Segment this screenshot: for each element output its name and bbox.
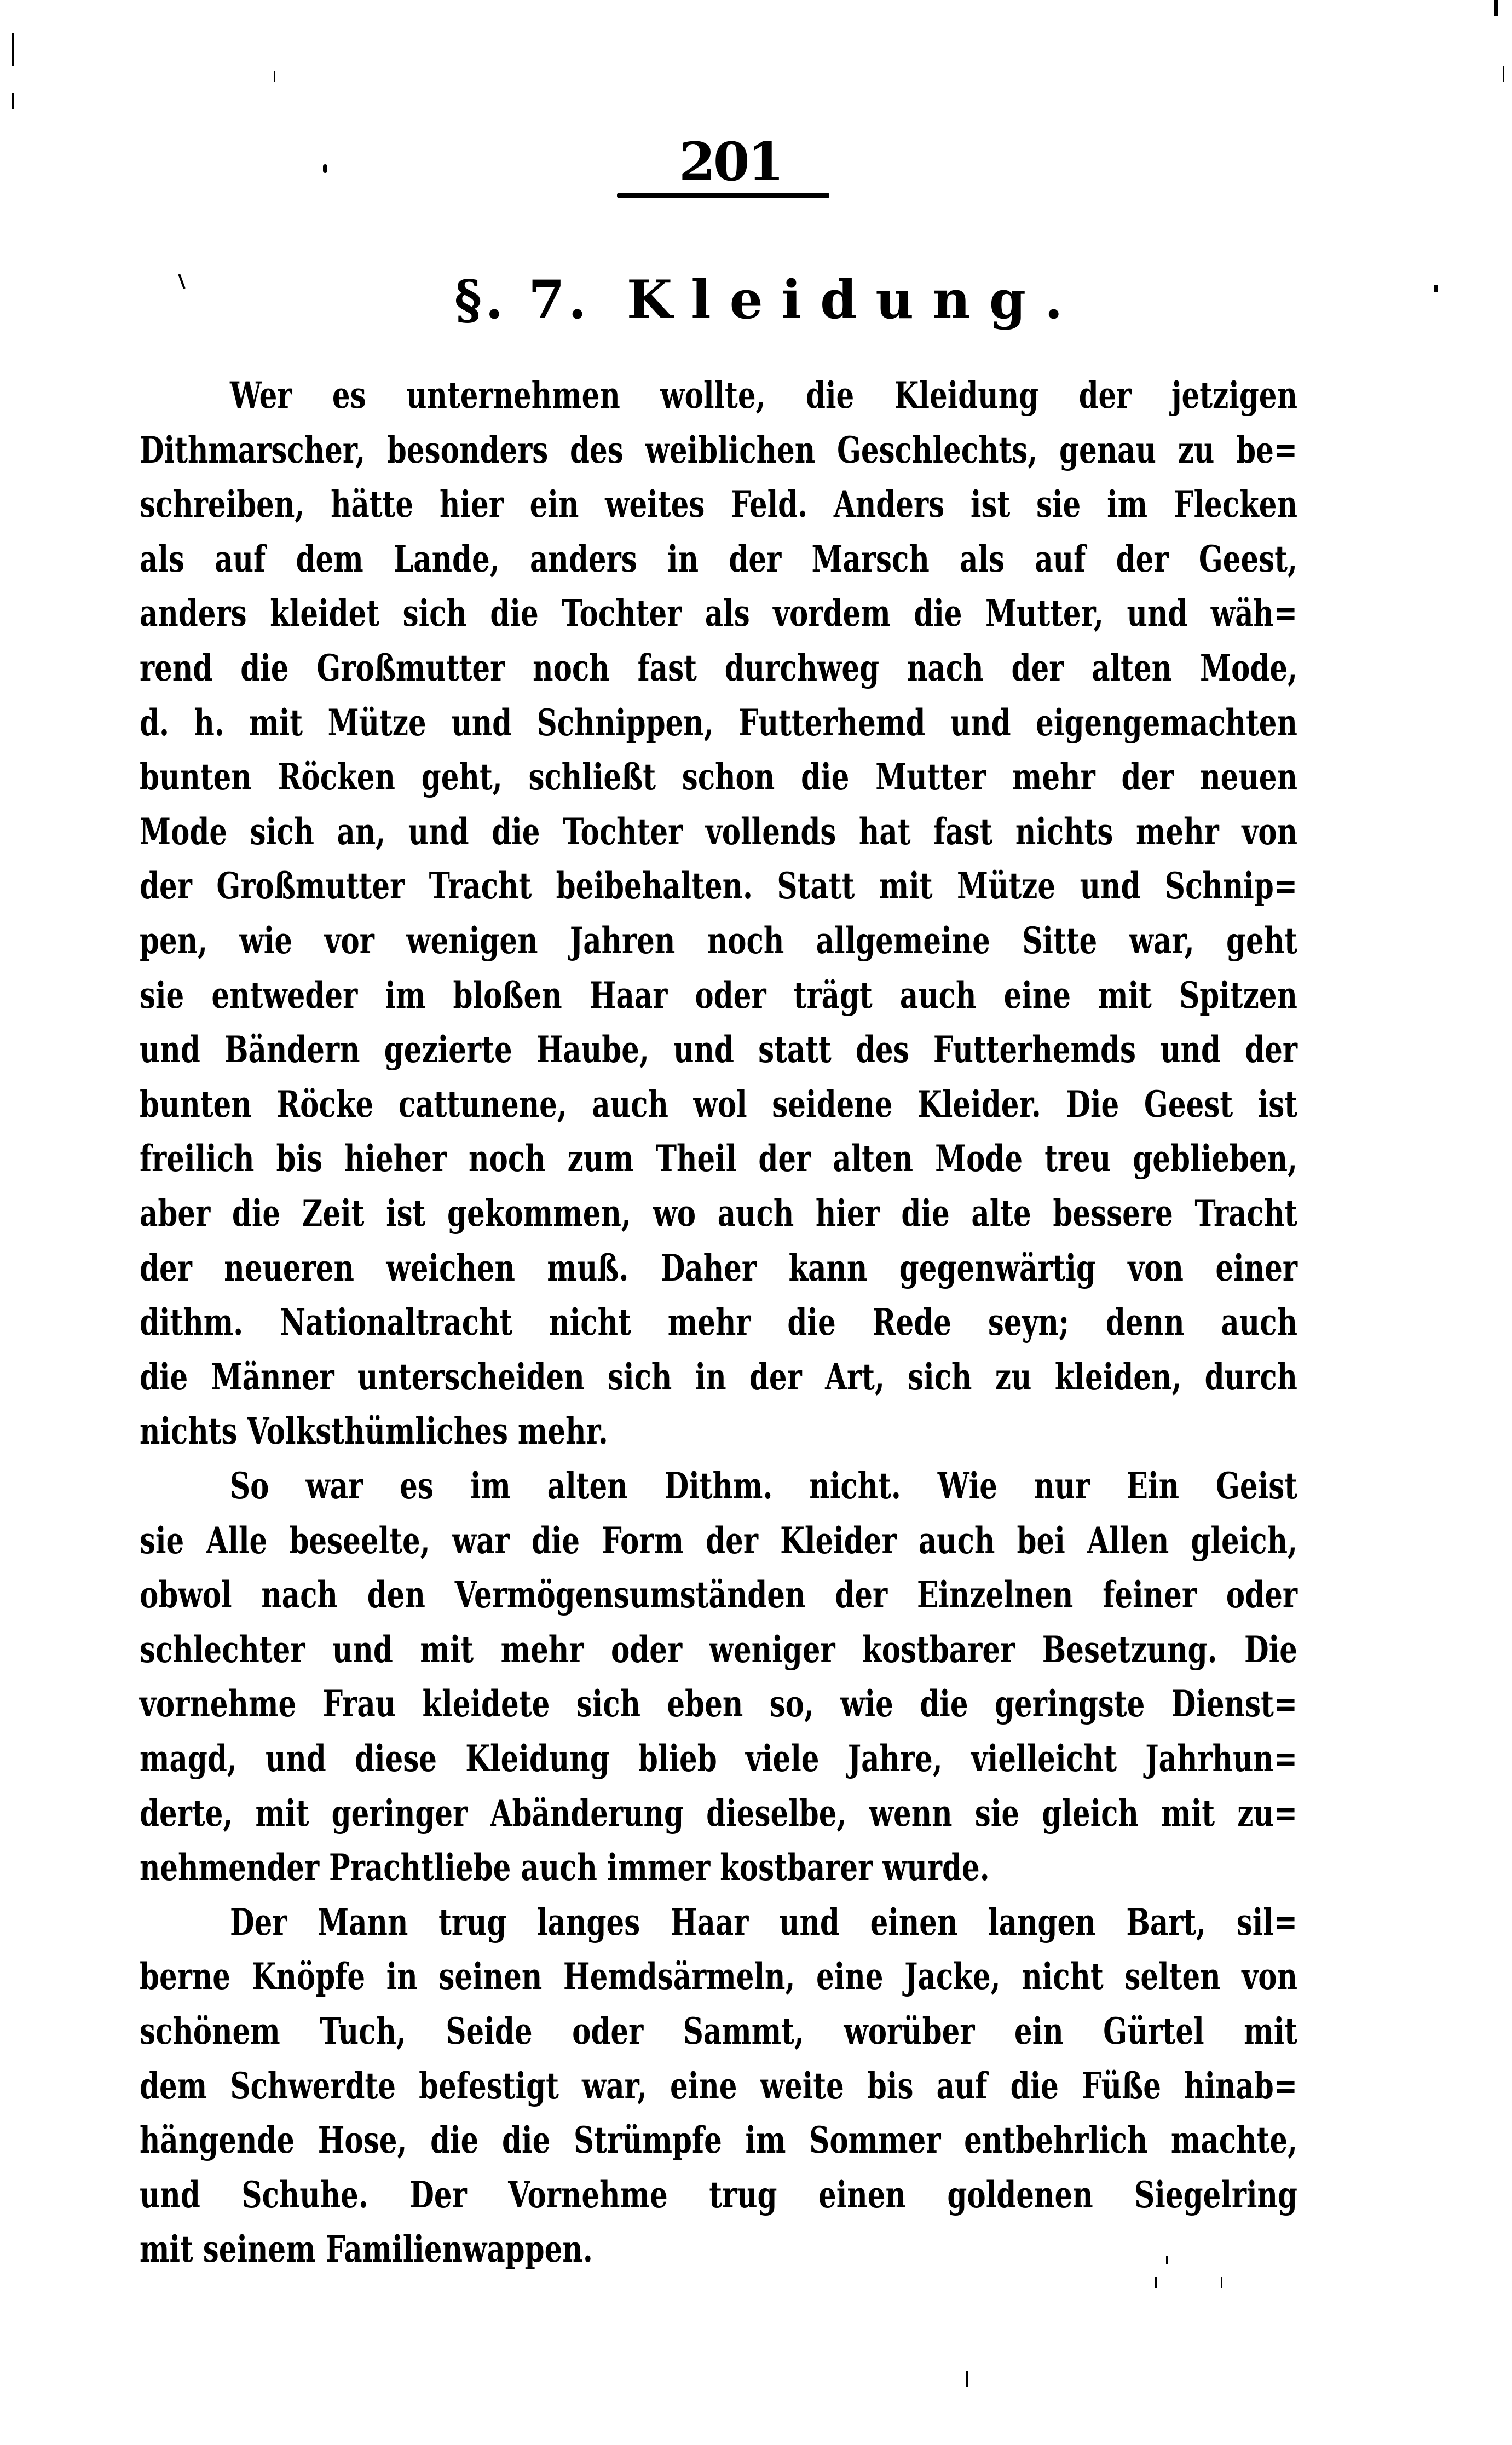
scan-speck [1434,285,1438,292]
text-line: der neueren weichen muß. Daher kann gegenwärtig von einer [140,1246,1297,1289]
text-line: aber die Zeit ist gekommen, wo auch hier die alte bessere Tracht [140,1192,1297,1235]
text-line: dithm. Nationaltracht nicht mehr die Rede seyn; denn auch [140,1301,1297,1344]
text-line: anders kleidet sich die Tochter als vordem die Mutter, und wäh= [140,592,1297,635]
scan-speck [966,2371,968,2387]
text-line: magd, und diese Kleidung blieb viele Jahre, vielleicht Jahrhun= [140,1737,1297,1780]
scan-speck [1221,2277,1222,2288]
text-line: und Schuhe. Der Vornehme trug einen goldenen Siegelring [140,2173,1297,2216]
text-line: Dithmarscher, besonders des weiblichen Geschlechts, genau zu be= [140,428,1297,471]
text-line: als auf dem Lande, anders in der Marsch als auf der Geest, [140,537,1297,580]
text-line: So war es im alten Dithm. nicht. Wie nur Ein Geist [230,1464,1297,1507]
text-line: sie entweder im bloßen Haar oder trägt auch eine mit Spitzen [140,973,1297,1017]
scan-speck [1166,2256,1168,2264]
scan-speck [274,71,275,82]
text-line: berne Knöpfe in seinen Hemdsärmeln, eine Jacke, nicht selten von [140,1955,1297,1998]
scan-speck [323,164,327,173]
text-line: mit seinem Familienwappen. [140,2228,593,2271]
text-line: dem Schwerdte befestigt war, eine weite bis auf die Füße hinab= [140,2064,1297,2107]
text-line: vornehme Frau kleidete sich eben so, wie die geringste Dienst= [140,1682,1297,1726]
page-number: 201 [679,131,782,193]
section-title: Kleidung. [626,269,1082,331]
scan-speck [1503,66,1504,82]
text-line: Mode sich an, und die Tochter vollends hat fast nichts mehr von [140,810,1297,853]
scan-speck [12,33,14,66]
text-line: hängende Hose, die die Strümpfe im Sommer entbehrlich machte, [140,2119,1297,2162]
section-number: §. 7. [454,269,590,331]
section-heading [454,267,1082,333]
text-line: nichts Volksthümliches mehr. [140,1410,608,1453]
scan-speck [1494,0,1498,16]
text-line: Wer es unternehmen wollte, die Kleidung der jetzigen [230,374,1297,417]
text-line: d. h. mit Mütze und Schnippen, Futterhemd und eigengemachten [140,701,1297,744]
text-line: Der Mann trug langes Haar und einen langen Bart, sil= [230,1900,1297,1944]
scan-speck [1155,2277,1157,2288]
text-line: bunten Röcke cattunene, auch wol seidene Kleider. Die Geest ist [140,1082,1297,1126]
text-line: die Männer unterscheiden sich in der Art, sich zu kleiden, durch [140,1355,1297,1398]
text-line: sie Alle beseelte, war die Form der Kleider auch bei Allen gleich, [140,1519,1297,1562]
text-line: der Großmutter Tracht beibehalten. Statt mit Mütze und Schnip= [140,864,1297,908]
text-line: bunten Röcken geht, schließt schon die Mutter mehr der neuen [140,756,1297,799]
text-line: derte, mit geringer Abänderung dieselbe, wenn sie gleich mit zu= [140,1791,1297,1835]
text-line: rend die Großmutter noch fast durchweg nach der alten Mode, [140,647,1297,689]
header-rule [617,193,829,198]
text-line: schreiben, hätte hier ein weites Feld. Anders ist sie im Flecken [140,483,1297,526]
text-line: schönem Tuch, Seide oder Sammt, worüber ein Gürtel mit [140,2010,1297,2052]
scan-speck [178,274,185,289]
text-line: freilich bis hieher noch zum Theil der alten Mode treu geblieben, [140,1137,1297,1180]
text-line: pen, wie vor wenigen Jahren noch allgemeine Sitte war, geht [140,919,1297,962]
scan-speck [12,93,14,109]
text-line: schlechter und mit mehr oder weniger kostbarer Besetzung. Die [140,1628,1297,1671]
text-line: nehmender Prachtliebe auch immer kostbarer wurde. [140,1846,990,1889]
text-line: und Bändern gezierte Haube, und statt des Futterhemds und der [140,1028,1297,1071]
text-line: obwol nach den Vermögensumständen der Einzelnen feiner oder [140,1573,1297,1617]
